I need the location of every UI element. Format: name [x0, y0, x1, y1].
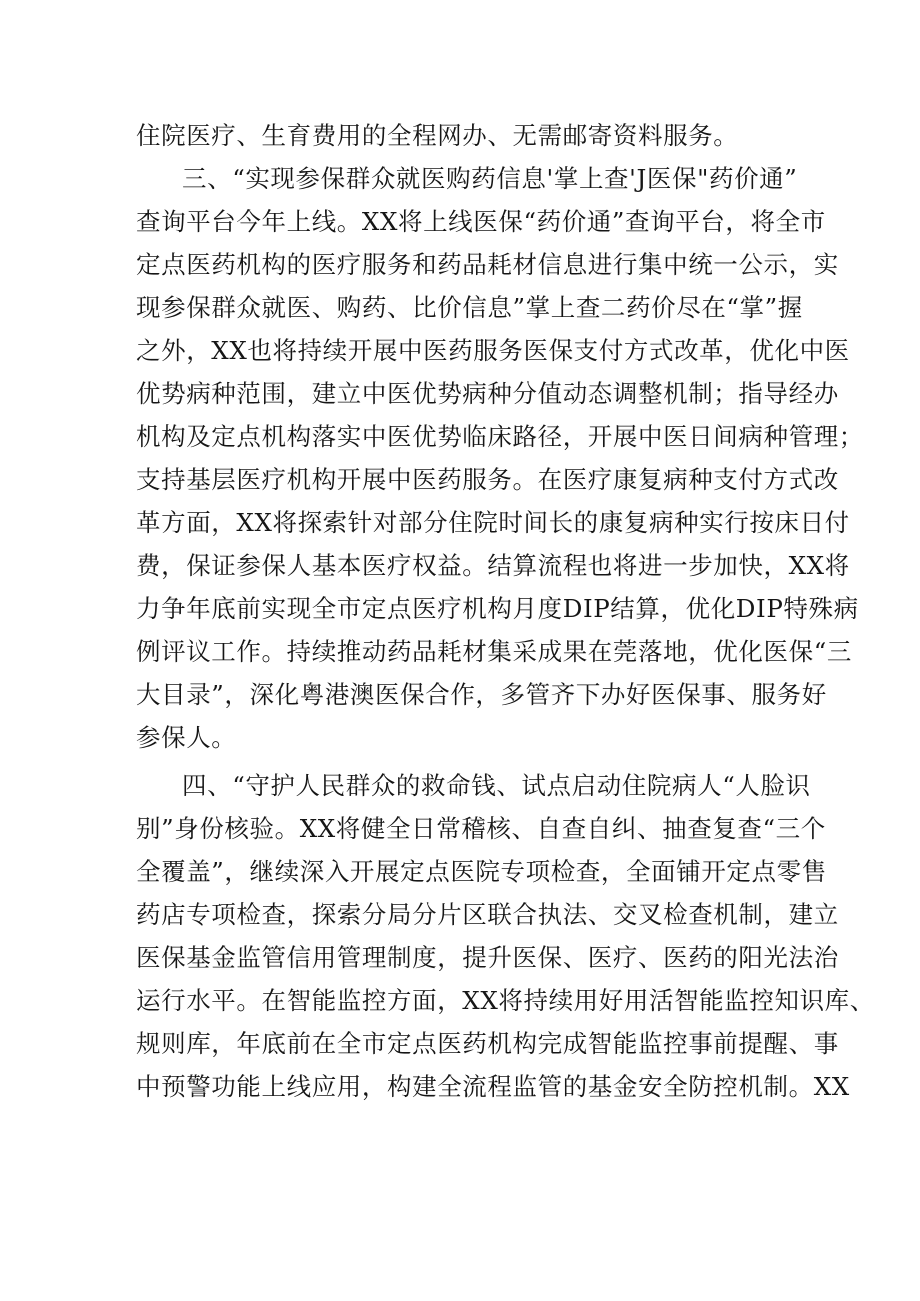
paragraph-line: 之外，XX也将持续开展中医药服务医保支付方式改革，优化中医	[136, 336, 850, 365]
paragraph-line: 住院医疗、生育费用的全程网办、无需邮寄资料服务。	[136, 121, 739, 150]
paragraph-line: 药店专项检查，探索分局分片区联合执法、交叉检查机制，建立	[136, 900, 839, 929]
paragraph-line: 例评议工作。持续推动药品耗材集采成果在莞落地，优化医保“三	[136, 637, 852, 666]
paragraph-line: 支持基层医疗机构开展中医药服务。在医疗康复病种支付方式改	[136, 465, 839, 494]
section-heading-line: 四、“守护人民群众的救命钱、试点启动住院病人“人脸识	[182, 771, 811, 800]
paragraph-line: 优势病种范围，建立中医优势病种分值动态调整机制；指导经办	[136, 379, 839, 408]
paragraph-line: 医保基金监管信用管理制度，提升医保、医疗、医药的阳光法治	[136, 943, 839, 972]
paragraph-line: 运行水平。在智能监控方面，XX将持续用好用活智能监控知识库、	[136, 986, 875, 1015]
paragraph-line: 全覆盖”，继续深入开展定点医院专项检查，全面铺开定点零售	[136, 857, 827, 886]
section-heading-line: 三、“实现参保群众就医购药信息'掌上查'J医保"药价通”	[182, 164, 798, 193]
paragraph-line: 别”身份核验。XX将健全日常稽核、自查自纠、抽查复查“三个	[136, 814, 826, 843]
paragraph-line: 机构及定点机构落实中医优势临床路径，开展中医日间病种管理；	[136, 422, 864, 451]
paragraph-line: 费，保证参保人基本医疗权益。结算流程也将进一步加快，XX将	[136, 551, 850, 580]
paragraph-line: 查询平台今年上线。XX将上线医保“药价通”查询平台，将全市	[136, 207, 826, 236]
paragraph-line: 现参保群众就医、购药、比价信息”掌上查二药价尽在“掌”握	[136, 293, 803, 322]
paragraph-line: 大目录”，深化粤港澳医保合作，多管齐下办好医保事、服务好	[136, 680, 827, 709]
paragraph-line: 革方面，XX将探索针对部分住院时间长的康复病种实行按床日付	[136, 508, 850, 537]
paragraph-line: 参保人。	[136, 723, 237, 752]
paragraph-line: 中预警功能上线应用，构建全流程监管的基金安全防控机制。XX	[136, 1072, 850, 1101]
paragraph-line: 力争年底前实现全市定点医疗机构月度DIP结算，优化DIP特殊病	[136, 594, 859, 623]
paragraph-line: 定点医药机构的医疗服务和药品耗材信息进行集中统一公示，实	[136, 250, 839, 279]
paragraph-line: 规则库，年底前在全市定点医药机构完成智能监控事前提醒、事	[136, 1029, 839, 1058]
